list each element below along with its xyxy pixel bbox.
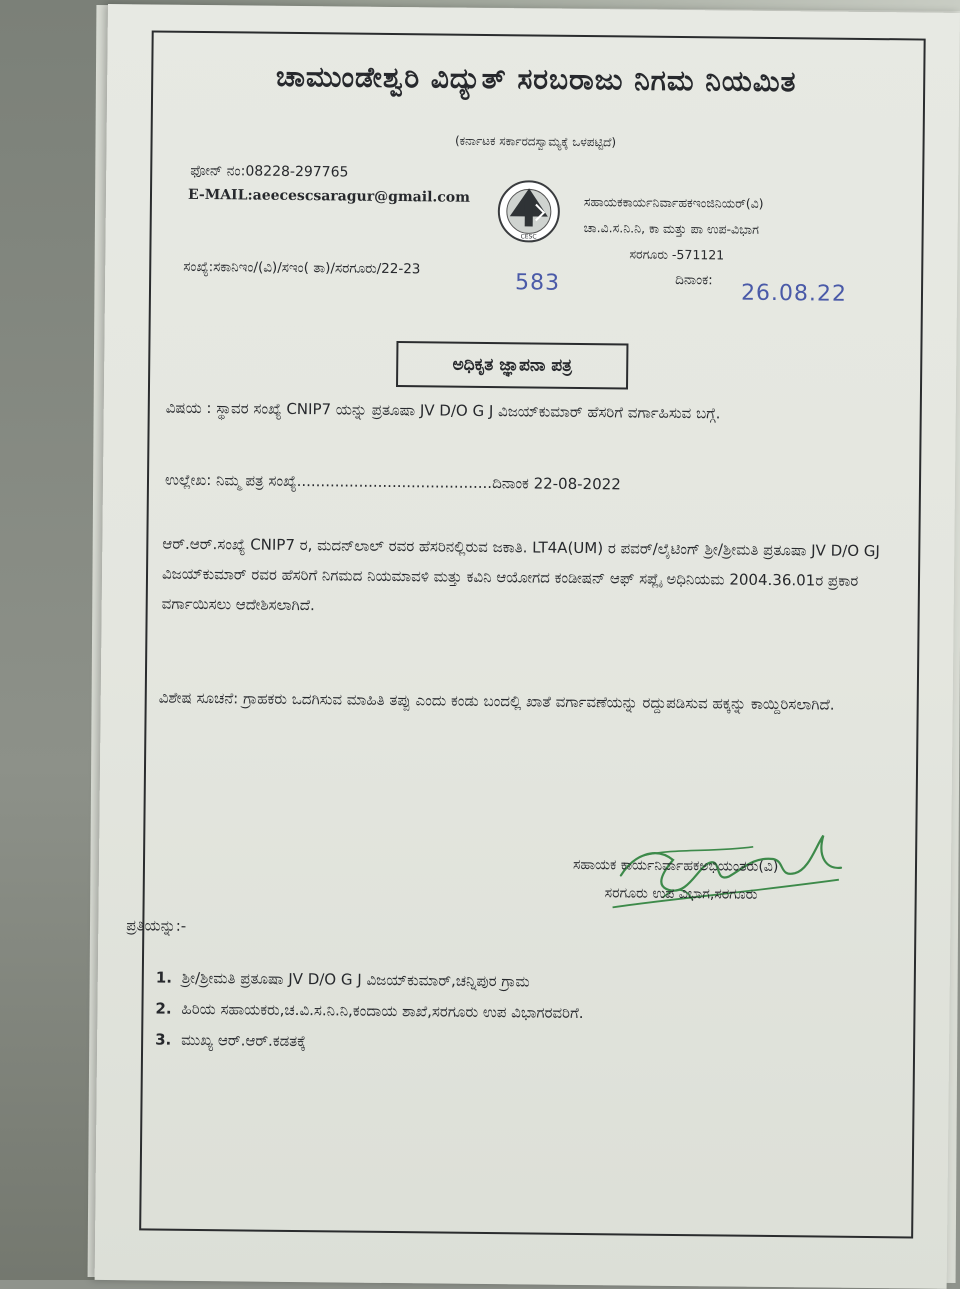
letter-page	[95, 4, 960, 1289]
office-line-designation: ಸಹಾಯಕಕಾರ್ಯನಿರ್ವಾಹಕಇಂಜಿನಿಯರ್(ವಿ)	[583, 193, 764, 211]
list-item	[155, 994, 583, 1029]
memo-heading: ಅಧಿಕೃತ ಜ್ಞಾಪನಾ ಪತ್ರ	[396, 341, 628, 389]
reference-number-prefix: ಸಂಖ್ಯೆ:ಸಕಾನಿಇಂ/(ವಿ)/ಸಇಂ( ತಾ)/ಸರಗೂರು/22-23	[183, 258, 421, 278]
handwritten-date: 26.08.22	[740, 280, 848, 307]
list-item	[155, 1025, 583, 1060]
special-note: ವಿಶೇಷ ಸೂಚನೆ: ಗ್ರಾಹಕರು ಒದಗಿಸುವ ಮಾಹಿತಿ ತಪ್ಪು ಎಂದು ಕಂಡು ಬಂದಲ್ಲಿ ಖಾತೆ ವರ್ಗಾವಣೆಯನ್ನು ರದ್ದುಪಡಿಸುವ ಹಕ್ಕನ್ನು ಕಾಯ್ದಿರಿಸಲಾಗಿದೆ.	[158, 688, 835, 714]
list-item	[156, 963, 584, 998]
list-item-number: 3.	[155, 1030, 172, 1049]
list-item-text: ಮುಖ್ಯ ಆರ್.ಆರ್.ಕಡತಕ್ಕೆ	[181, 1030, 306, 1051]
company-title: ಚಾಮುಂಡೇಶ್ವರಿ ವಿದ್ಯುತ್ ಸರಬರಾಜು ನಿಗಮ ನಿಯಮಿತ	[275, 59, 797, 99]
signatory-place: ಸರಗೂರು ಉಪ ವಿಭಾಗ,ಸರಗೂರು	[604, 885, 758, 903]
office-line-pincode: ಸರಗೂರು -571121	[629, 246, 725, 263]
list-item-text: ಹಿರಿಯ ಸಹಾಯಕರು,ಚ.ವಿ.ಸ.ನಿ.ನಿ,ಕಂದಾಯ ಶಾಖೆ,ಸರಗೂರು ಉಪ ವಿಭಾಗರವರಿಗೆ.	[181, 999, 584, 1023]
reference-line: ಉಲ್ಲೇಖ: ನಿಮ್ಮ ಪತ್ರ ಸಂಖ್ಯೆ.........................................ದಿನಾಂಕ 22-08-2022	[164, 470, 621, 494]
letter-content	[126, 30, 921, 1234]
signatory-title: ಸಹಾಯಕ ಕಾರ್ಯನಿರ್ವಾಹಕಅಭಿಯಂತರು(ವಿ)	[572, 856, 779, 876]
copies-label: ಪ್ರತಿಯನ್ನು:-	[126, 916, 187, 935]
office-address	[583, 189, 763, 269]
copies-list	[155, 963, 584, 1060]
list-item-number: 2.	[155, 999, 172, 1018]
company-subtitle: (ಕರ್ನಾಟಕ ಸರ್ಕಾರದಸ್ವಾಮ್ಯಕ್ಕೆ ಒಳಪಟ್ಟಿದೆ)	[454, 133, 617, 150]
handwritten-reference-number: 583	[514, 270, 561, 296]
body-paragraph: ಆರ್.ಆರ್.ಸಂಖ್ಯೆ CNIP7 ರ, ಮದನ್‌ಲಾಲ್ ರವರ ಹೆಸರಿನಲ್ಲಿರುವ ಜಕಾತಿ. LT4A(UM) ರ ಪವರ್/ಲೈಟಿಂಗ್ ಶ್ರೀ/ಶ್ರೀಮತಿ ಪ್ರತೂಷಾ JV D/O GJ ವಿಜಯ್‌ಕುಮಾರ್ ರವರ ಹೆಸರಿಗೆ ನಿಗಮದ ನಿಯಮಾವಳಿ ಮತ್ತು ಕವಿನಿ ಆಯೋಗದ ಕಂಡೀಷನ್ ಆಫ್ ಸಪ್ಲೈ ಅಧಿನಿಯಮ 2004.36.01ರ ಪ್ರಕಾರ ವರ್ಗಾಯಿಸಲು ಆದೇಶಿಸಲಾಗಿದೆ.	[161, 534, 880, 615]
date-label: ದಿನಾಂಕ:	[675, 271, 713, 289]
logo-text: CESC	[520, 233, 537, 241]
subject-line: ವಿಷಯ : ಸ್ಥಾವರ ಸಂಖ್ಯೆ CNIP7 ಯನ್ನು ಪ್ರತೂಷಾ JV D/O G J ವಿಜಯ್‌ಕುಮಾರ್ ಹೆಸರಿಗೆ ವರ್ಗಾಹಿಸುವ ಬಗ್ಗೆ.	[165, 398, 721, 423]
office-line-division: ಚಾ.ವಿ.ಸ.ನಿ.ನಿ, ಕಾ ಮತ್ತು ಪಾ ಉಪ-ವಿಭಾಗ	[583, 219, 759, 237]
phone-number: ಫೋನ್ ನಂ:08228-297765	[190, 162, 349, 181]
email-address: E-MAIL:aeecescsaragur@gmail.com	[187, 186, 471, 206]
cesc-logo-icon	[496, 178, 563, 245]
list-item-number: 1.	[155, 968, 173, 987]
list-item-text: ಶ್ರೀ/ಶ್ರೀಮತಿ ಪ್ರತೂಷಾ JV D/O G J ವಿಜಯ್‌ಕುಮಾರ್,ಚನ್ನಿಪುರ ಗ್ರಾಮ	[181, 968, 530, 991]
